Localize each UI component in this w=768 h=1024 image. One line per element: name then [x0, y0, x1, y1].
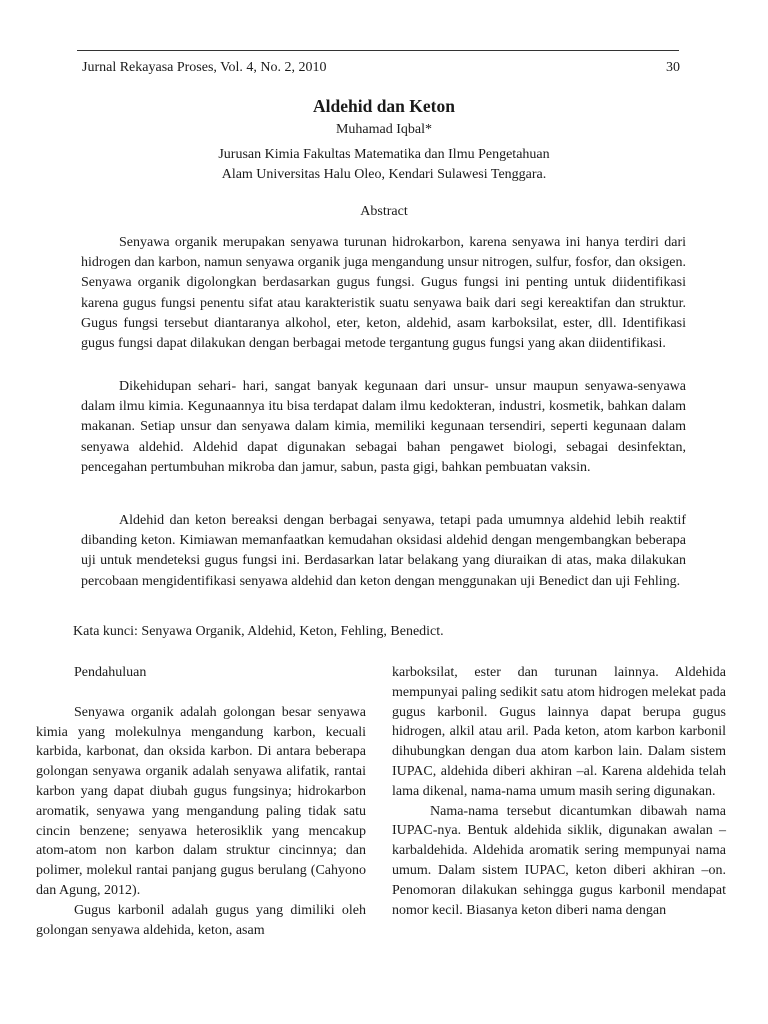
- page-number: 30: [666, 60, 680, 75]
- author-name: Muhamad Iqbal*: [335, 122, 433, 137]
- body-paragraph: Gugus karbonil adalah gugus yang dimiliki oleh golongan senyawa aldehida, keton, asam: [36, 902, 366, 938]
- right-column: [392, 663, 726, 920]
- abstract-paragraph-3: [81, 511, 686, 592]
- section-heading: Pendahuluan: [74, 665, 147, 680]
- abstract-paragraph-2: [81, 377, 686, 478]
- body-paragraph: Nama-nama tersebut dicantumkan dibawah nama IUPAC-nya. Bentuk aldehida siklik, digunakan awalan – karbaldehida. Aldehida aromatik sering mempunyai nama umum. Dalam sistem IUPAC, keton diberi akhiran –on. Penomoran dilakukan sehingga gugus karbonil mendapat nomor kecil. Biasanya keton diberi nama dengan: [392, 803, 726, 918]
- body-paragraph: karboksilat, ester dan turunan lainnya. Aldehida mempunyai paling sedikit satu atom hidrogen melekat pada gugus karbonil. Gugus lainnya dapat berupa gugus hidrogen, alkil atau aril. Pada keton, atom karbon karbonil dihubungkan dengan dua atom karbon lain. Dalam sistem IUPAC, aldehida diberi akhiran –al. Karena aldehida telah lama dikenal, nama-nama umum masih sering digunakan.: [392, 665, 726, 799]
- abstract-heading: Abstract: [360, 204, 408, 219]
- header-rule: [77, 50, 679, 51]
- paper-title: Aldehid dan Keton: [313, 96, 455, 116]
- abstract-paragraph-text: Dikehidupan sehari- hari, sangat banyak kegunaan dari unsur- unsur maupun senyawa-senyawa dalam ilmu kimia. Kegunaannya itu bisa terdapat dalam ilmu kedokteran, industri, kosmetik, bahkan dalam makanan. Setiap unsur dan senyawa dalam kimia, memiliki kegunaan tersendiri, seperti kegunaan dalam senyawa aldehid. Aldehid dapat digunakan sebagai bahan pengawet biologi, sebagai desinfektan, pencegahan pertumbuhan mikroba dan jamur, sabun, pasta gigi, bahkan pembuatan vaksin.: [81, 379, 686, 475]
- body-paragraph: Senyawa organik adalah golongan besar senyawa kimia yang molekulnya mengandung karbon, kecuali karbida, karbonat, dan oksida karbon. Di antara beberapa golongan senyawa organik adalah senyawa alifatik, rantai karbon yang dapat diubah gugus fungsinya; hidrokarbon aromatik, senyawa yang mengandung paling tidak satu cincin benzene; senyawa heterosiklik yang mencakup atom-atom non karbon dalam struktur cincinnya; dan polimer, molekul rantai panjang gugus berulang (Cahyono dan Agung, 2012).: [36, 704, 366, 898]
- affiliation-line-2: Alam Universitas Halu Oleo, Kendari Sulawesi Tenggara.: [221, 167, 547, 182]
- journal-citation: Jurnal Rekayasa Proses, Vol. 4, No. 2, 2010: [82, 60, 327, 75]
- abstract-paragraph-1: [81, 233, 686, 354]
- affiliation-line-1: Jurusan Kimia Fakultas Matematika dan Ilmu Pengetahuan: [218, 147, 550, 162]
- keywords: Kata kunci: Senyawa Organik, Aldehid, Keton, Fehling, Benedict.: [73, 624, 444, 639]
- left-column: [36, 663, 366, 940]
- abstract-paragraph-text: Aldehid dan keton bereaksi dengan berbagai senyawa, tetapi pada umumnya aldehid lebih reaktif dibanding keton. Kimiawan memanfaatkan kemudahan oksidasi aldehid dengan mengembangkan beberapa uji untuk mendeteksi gugus fungsi ini. Berdasarkan latar belakang yang diuraikan di atas, maka dilakukan percobaan mengidentifikasi senyawa aldehid dan keton dengan menggunakan uji Benedict dan uji Fehling.: [81, 513, 686, 589]
- abstract-paragraph-text: Senyawa organik merupakan senyawa turunan hidrokarbon, karena senyawa ini hanya terdiri dari hidrogen dan karbon, namun senyawa organik juga mengandung unsur nitrogen, sulfur, fosfor, dan oksigen. Senyawa organik digolongkan berdasarkan gugus fungsi. Gugus fungsi ini penting untuk diidentifikasi karena gugus fungsi penentu sifat atau karakteristik suatu senyawa baik dari segi kereaktifan dan struktur. Gugus fungsi tersebut diantaranya alkohol, eter, keton, aldehid, asam karboksilat, ester, dll. Identifikasi gugus fungsi dapat dilakukan dengan berbagai metode tergantung gugus fungsi yang akan diidentifikasi.: [81, 235, 686, 352]
